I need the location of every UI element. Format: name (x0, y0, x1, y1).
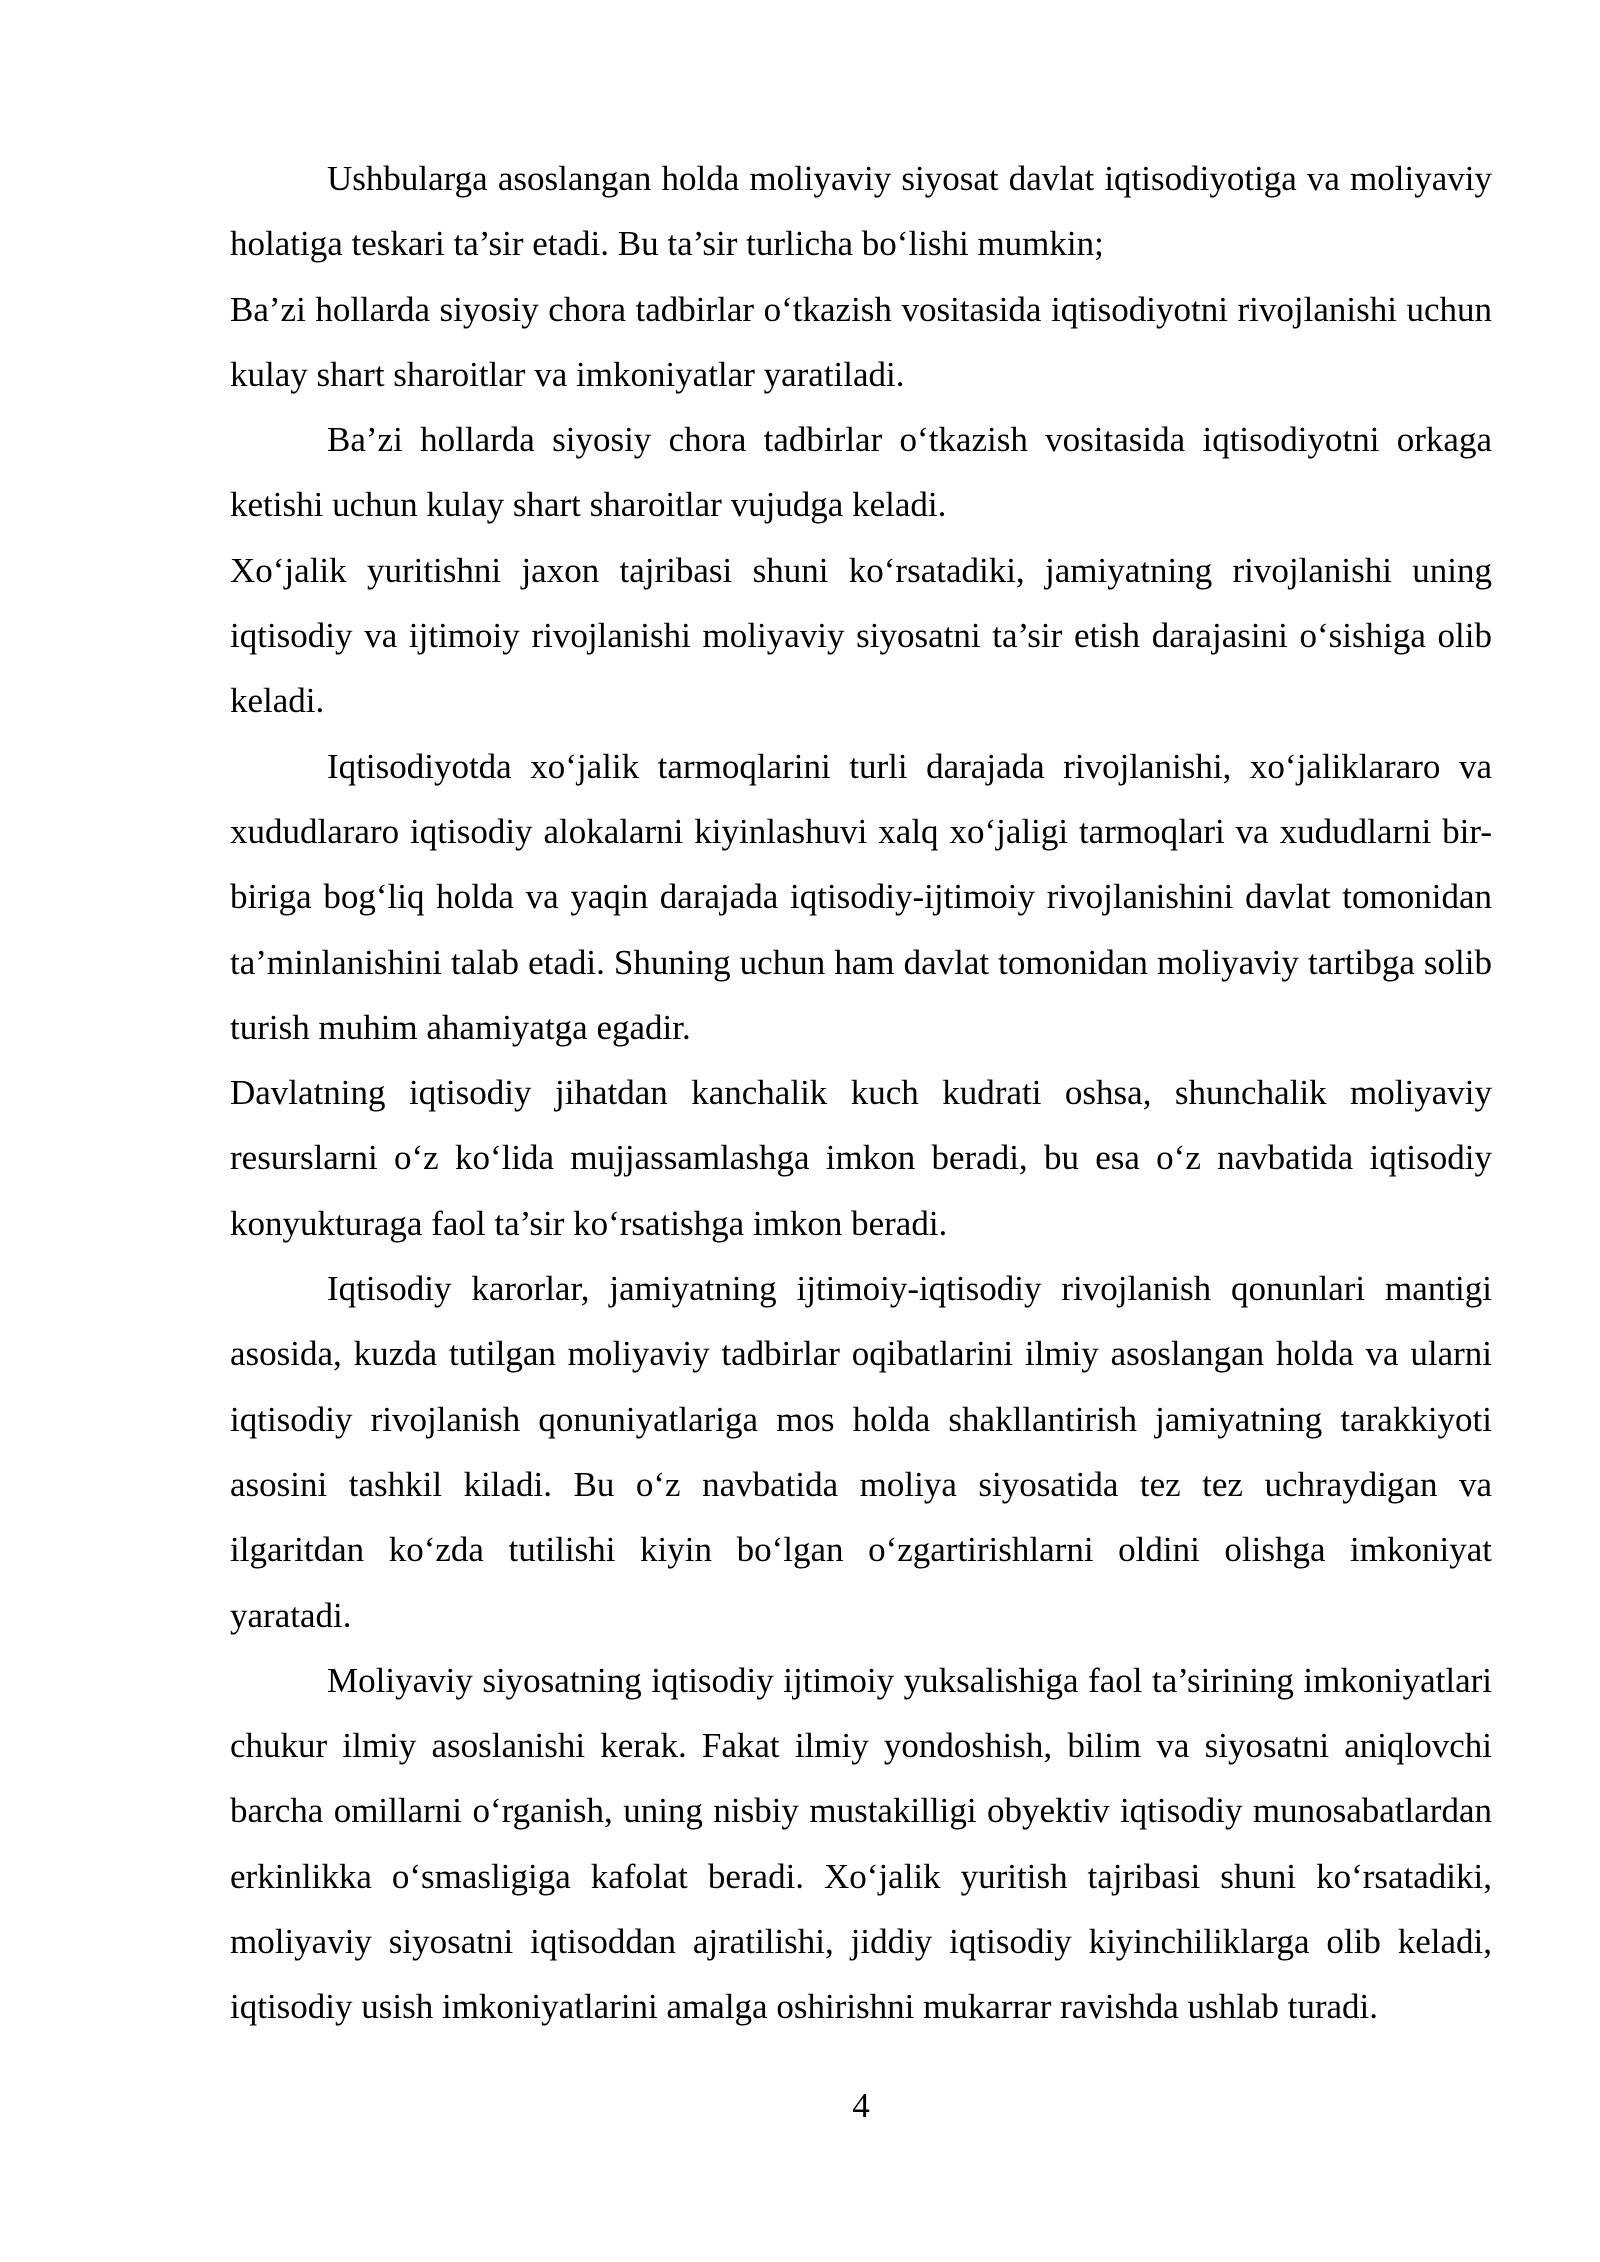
paragraph-6: Davlatning iqtisodiy jihatdan kanchalik kuch kudrati oshsa, shunchalik moliyaviy resurslarni o‘z ko‘lida mujjassamlashga imkon beradi, bu esa o‘z navbatida iqtisodiy konyukturaga faol ta’sir ko‘rsatishga imkon beradi. (230, 1073, 1492, 1243)
page-number: 4 (852, 2086, 870, 2125)
paragraph-1: Ushbularga asoslangan holda moliyaviy siyosat davlat iqtisodiyotiga va moliyaviy holatiga teskari ta’sir etadi. Bu ta’sir turlicha bo‘lishi mumkin; (230, 159, 1492, 264)
paragraph-2: Ba’zi hollarda siyosiy chora tadbirlar o‘tkazish vositasida iqtisodiyotni rivojlanishi uchun kulay shart sharoitlar va imkoniyatlar yaratiladi. (230, 289, 1492, 394)
paragraph-4: Xo‘jalik yuritishni jaxon tajribasi shuni ko‘rsatadiki, jamiyatning rivojlanishi uning iqtisodiy va ijtimoiy rivojlanishi moliyaviy siyosatni ta’sir etish darajasini o‘sishiga olib keladi. (230, 550, 1492, 721)
paragraph-8: Moliyaviy siyosatning iqtisodiy ijtimoiy yuksalishiga faol ta’sirining imkoniyatlari chukur ilmiy asoslanishi kerak. Fakat ilmiy yondoshish, bilim va siyosatni aniqlovchi barcha omillarni o‘rganish, uning nisbiy mustakilligi obyektiv iqtisodiy munosabatlardan erkinlikka o‘smasligiga kafolat beradi. Xo‘jalik yuritish tajribasi shuni ko‘rsatadiki, moliyaviy siyosatni iqtisoddan ajratilishi, jiddiy iqtisodiy kiyinchiliklarga olib keladi, iqtisodiy usish imkoniyatlarini amalga oshirishni mukarrar ravishda ushlab turadi. (230, 1660, 1492, 2027)
paragraph-5: Iqtisodiyotda xo‘jalik tarmoqlarini turli darajada rivojlanishi, xo‘jaliklararo va xududlararo iqtisodiy alokalarni kiyinlashuvi xalq xo‘jaligi tarmoqlari va xududlarni bir-biriga bog‘liq holda va yaqin darajada iqtisodiy-ijtimoiy rivojlanishini davlat tomonidan ta’minlanishini talab etadi. Shuning uchun ham davlat tomonidan moliyaviy tartibga solib turish muhim ahamiyatga egadir. (230, 746, 1492, 1047)
document-body (230, 146, 1492, 2040)
paragraph-7: Iqtisodiy karorlar, jamiyatning ijtimoiy-iqtisodiy rivojlanish qonunlari mantigi asosida, kuzda tutilgan moliyaviy tadbirlar oqibatlarini ilmiy asoslangan holda va ularni iqtisodiy rivojlanish qonuniyatlariga mos holda shakllantirish jamiyatning tarakkiyoti asosini tashkil kiladi. Bu o‘z navbatida moliya siyosatida tez tez uchraydigan va ilgaritdan ko‘zda tutilishi kiyin bo‘lgan o‘zgartirishlarni oldini olishga imkoniyat yaratadi. (230, 1269, 1492, 1635)
paragraph-3: Ba’zi hollarda siyosiy chora tadbirlar o‘tkazish vositasida iqtisodiyotni orkaga ketishi uchun kulay shart sharoitlar vujudga keladi. (230, 420, 1492, 525)
